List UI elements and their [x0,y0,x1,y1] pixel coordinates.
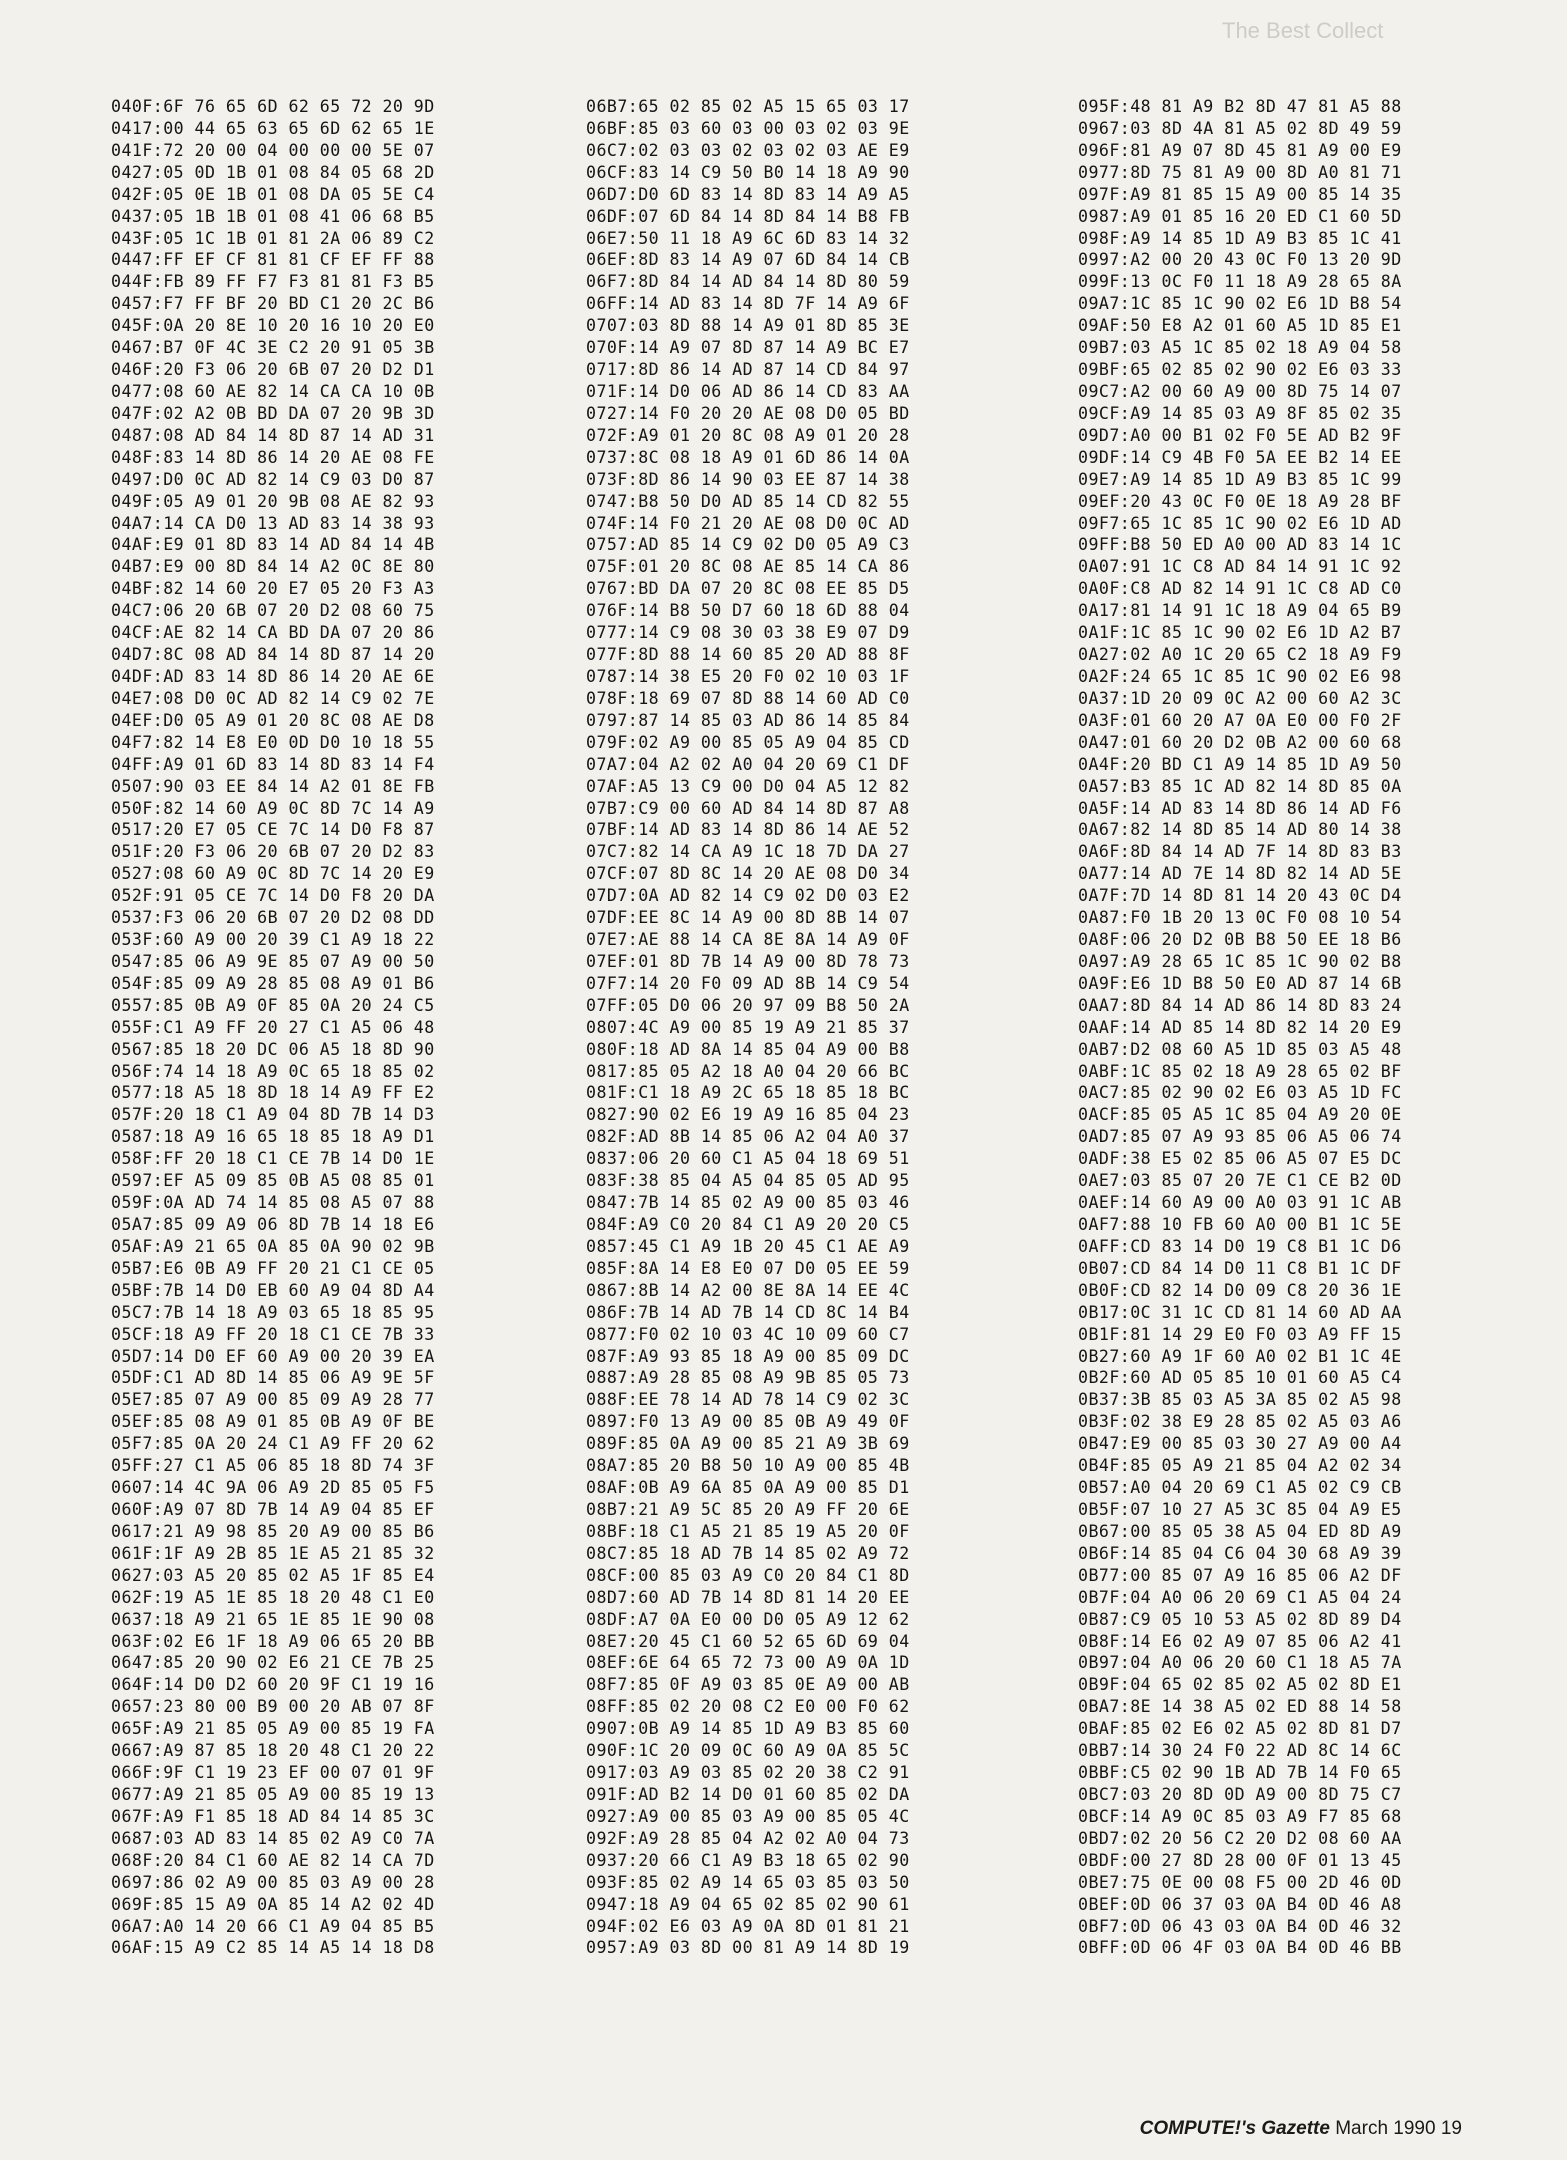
listing-line: 050F:82 14 60 A9 0C 8D 7C 14 A9 [111,798,435,818]
listing-line: 0527:08 60 A9 0C 8D 7C 14 20 E9 [111,864,435,884]
listing-line: 087F:A9 93 85 18 A9 00 85 09 DC [586,1346,910,1366]
listing-line: 0A17:81 14 91 1C 18 A9 04 65 B9 [1078,601,1402,621]
listing-line: 0A97:A9 28 65 1C 85 1C 90 02 B8 [1078,951,1402,971]
listing-line: 097F:A9 81 85 15 A9 00 85 14 35 [1078,184,1402,204]
listing-line: 0747:B8 50 D0 AD 85 14 CD 82 55 [586,491,910,511]
listing-line: 0457:F7 FF BF 20 BD C1 20 2C B6 [111,294,435,314]
listing-line: 088F:EE 78 14 AD 78 14 C9 02 3C [586,1390,910,1410]
listing-line: 0717:8D 86 14 AD 87 14 CD 84 97 [586,360,910,380]
listing-line: 054F:85 09 A9 28 85 08 A9 01 B6 [111,973,435,993]
listing-line: 0AC7:85 02 90 02 E6 03 A5 1D FC [1078,1083,1402,1103]
listing-line: 05FF:27 C1 A5 06 85 18 8D 74 3F [111,1456,435,1476]
listing-line: 07F7:14 20 F0 09 AD 8B 14 C9 54 [586,973,910,993]
listing-line: 0BC7:03 20 8D 0D A9 00 8D 75 C7 [1078,1784,1402,1804]
listing-column-3 [1078,96,1402,1959]
listing-line: 0A9F:E6 1D B8 50 E0 AD 87 14 6B [1078,973,1402,993]
listing-line: 0867:8B 14 A2 00 8E 8A 14 EE 4C [586,1280,910,1300]
listing-line: 0BAF:85 02 E6 02 A5 02 8D 81 D7 [1078,1719,1402,1739]
listing-line: 06FF:14 AD 83 14 8D 7F 14 A9 6F [586,294,910,314]
listing-line: 060F:A9 07 8D 7B 14 A9 04 85 EF [111,1500,435,1519]
listing-line: 0BE7:75 0E 00 08 F5 00 2D 46 0D [1078,1872,1402,1892]
listing-line: 0AE7:03 85 07 20 7E C1 CE B2 0D [1078,1171,1402,1191]
listing-line: 0A57:B3 85 1C AD 82 14 8D 85 0A [1078,776,1402,796]
listing-line: 0977:8D 75 81 A9 00 8D A0 81 71 [1078,162,1402,182]
listing-line: 04E7:08 D0 0C AD 82 14 C9 02 7E [111,688,435,708]
listing-line: 0547:85 06 A9 9E 85 07 A9 00 50 [111,951,435,971]
listing-line: 047F:02 A2 0B BD DA 07 20 9B 3D [111,403,435,423]
listing-line: 0A5F:14 AD 83 14 8D 86 14 AD F6 [1078,798,1402,818]
listing-line: 0BD7:02 20 56 C2 20 D2 08 60 AA [1078,1828,1402,1848]
listing-line: 05BF:7B 14 D0 EB 60 A9 04 8D A4 [111,1280,435,1300]
listing-line: 0737:8C 08 18 A9 01 6D 86 14 0A [586,447,910,467]
listing-line: 09F7:65 1C 85 1C 90 02 E6 1D AD [1078,513,1402,533]
listing-line: 0777:14 C9 08 30 03 38 E9 07 D9 [586,623,910,643]
listing-line: 06BF:85 03 60 03 00 03 02 03 9E [586,118,910,138]
listing-column-2 [586,96,910,1959]
listing-line: 05DF:C1 AD 8D 14 85 06 A9 9E 5F [111,1368,435,1388]
listing-line: 063F:02 E6 1F 18 A9 06 65 20 BB [111,1631,435,1651]
listing-line: 04F7:82 14 E8 E0 0D D0 10 18 55 [111,732,435,752]
listing-line: 08F7:85 0F A9 03 85 0E A9 00 AB [586,1675,910,1695]
listing-line: 085F:8A 14 E8 E0 07 D0 05 EE 59 [586,1258,910,1278]
listing-line: 08CF:00 85 03 A9 C0 20 84 C1 8D [586,1565,910,1585]
listing-line: 0767:BD DA 07 20 8C 08 EE 85 D5 [586,579,910,599]
listing-line: 0B6F:14 85 04 C6 04 30 68 A9 39 [1078,1543,1402,1563]
listing-line: 0A7F:7D 14 8D 81 14 20 43 0C D4 [1078,886,1402,906]
page-number: 19 [1440,2118,1462,2139]
listing-line: 0917:03 A9 03 85 02 20 38 C2 91 [586,1763,910,1783]
listing-line: 04EF:D0 05 A9 01 20 8C 08 AE D8 [111,710,435,730]
listing-line: 0947:18 A9 04 65 02 85 02 90 61 [586,1894,910,1914]
listing-line: 0557:85 0B A9 0F 85 0A 20 24 C5 [111,995,435,1015]
listing-line: 075F:01 20 8C 08 AE 85 14 CA 86 [586,557,910,577]
listing-line: 0687:03 AD 83 14 85 02 A9 C0 7A [111,1828,435,1848]
listing-line: 092F:A9 28 85 04 A2 02 A0 04 73 [586,1828,910,1848]
listing-line: 080F:18 AD 8A 14 85 04 A9 00 B8 [586,1039,910,1059]
listing-line: 0B7F:04 A0 06 20 69 C1 A5 04 24 [1078,1587,1402,1607]
listing-line: 053F:60 A9 00 20 39 C1 A9 18 22 [111,930,435,950]
listing-line: 0447:FF EF CF 81 81 CF EF FF 88 [111,250,435,270]
listing-line: 05A7:85 09 A9 06 8D 7B 14 18 E6 [111,1215,435,1235]
listing-line: 0A4F:20 BD C1 A9 14 85 1D A9 50 [1078,754,1402,774]
listing-line: 041F:72 20 00 04 00 00 00 5E 07 [111,140,435,160]
listing-column-1 [111,96,435,1959]
listing-line: 094F:02 E6 03 A9 0A 8D 01 81 21 [586,1916,910,1936]
listing-line: 0957:A9 03 8D 00 81 A9 14 8D 19 [586,1938,910,1958]
listing-line: 0B8F:14 E6 02 A9 07 85 06 A2 41 [1078,1631,1402,1651]
listing-line: 0ABF:1C 85 02 18 A9 28 65 02 BF [1078,1061,1402,1081]
listing-line: 048F:83 14 8D 86 14 20 AE 08 FE [111,447,435,467]
listing-line: 0487:08 AD 84 14 8D 87 14 AD 31 [111,425,435,445]
listing-line: 07C7:82 14 CA A9 1C 18 7D DA 27 [586,842,910,862]
listing-line: 065F:A9 21 85 05 A9 00 85 19 FA [111,1719,435,1739]
listing-line: 0BDF:00 27 8D 28 00 0F 01 13 45 [1078,1850,1402,1870]
listing-line: 0427:05 0D 1B 01 08 84 05 68 2D [111,162,435,182]
listing-line: 0B77:00 85 07 A9 16 85 06 A2 DF [1078,1565,1402,1585]
listing-line: 073F:8D 86 14 90 03 EE 87 14 38 [586,469,910,489]
listing-line: 0B5F:07 10 27 A5 3C 85 04 A9 E5 [1078,1500,1402,1519]
listing-line: 0B87:C9 05 10 53 A5 02 8D 89 D4 [1078,1609,1402,1629]
listing-line: 0757:AD 85 14 C9 02 D0 05 A9 C3 [586,535,910,555]
listing-line: 079F:02 A9 00 85 05 A9 04 85 CD [586,732,910,752]
listing-line: 0517:20 E7 05 CE 7C 14 D0 F8 87 [111,820,435,840]
listing-line: 099F:13 0C F0 11 18 A9 28 65 8A [1078,272,1402,292]
listing-line: 09BF:65 02 85 02 90 02 E6 03 33 [1078,360,1402,380]
listing-line: 0A67:82 14 8D 85 14 AD 80 14 38 [1078,820,1402,840]
listing-line: 06DF:07 6D 84 14 8D 84 14 B8 FB [586,206,910,226]
listing-line: 0A1F:1C 85 1C 90 02 E6 1D A2 B7 [1078,623,1402,643]
listing-line: 0657:23 80 00 B9 00 20 AB 07 8F [111,1697,435,1717]
listing-line: 09AF:50 E8 A2 01 60 A5 1D 85 E1 [1078,316,1402,336]
listing-line: 062F:19 A5 1E 85 18 20 48 C1 E0 [111,1587,435,1607]
listing-line: 0AA7:8D 84 14 AD 86 14 8D 83 24 [1078,995,1402,1015]
listing-line: 0B0F:CD 82 14 D0 09 C8 20 36 1E [1078,1280,1402,1300]
listing-line: 0927:A9 00 85 03 A9 00 85 05 4C [586,1806,910,1826]
listing-line: 061F:1F A9 2B 85 1E A5 21 85 32 [111,1543,435,1563]
listing-line: 044F:FB 89 FF F7 F3 81 81 F3 B5 [111,272,435,292]
listing-line: 0A0F:C8 AD 82 14 91 1C C8 AD C0 [1078,579,1402,599]
listing-line: 08B7:21 A9 5C 85 20 A9 FF 20 6E [586,1500,910,1519]
listing-line: 06EF:8D 83 14 A9 07 6D 84 14 CB [586,250,910,270]
listing-line: 08D7:60 AD 7B 14 8D 81 14 20 EE [586,1587,910,1607]
listing-line: 04DF:AD 83 14 8D 86 14 20 AE 6E [111,666,435,686]
listing-line: 0497:D0 0C AD 82 14 C9 03 D0 87 [111,469,435,489]
issue-date: March 1990 [1335,2118,1436,2139]
listing-line: 05CF:18 A9 FF 20 18 C1 CE 7B 33 [111,1324,435,1344]
listing-line: 0617:21 A9 98 85 20 A9 00 85 B6 [111,1521,435,1541]
listing-line: 06A7:A0 14 20 66 C1 A9 04 85 B5 [111,1916,435,1936]
listing-line: 081F:C1 18 A9 2C 65 18 85 18 BC [586,1083,910,1103]
listing-line: 0817:85 05 A2 18 A0 04 20 66 BC [586,1061,910,1081]
listing-line: 040F:6F 76 65 6D 62 65 72 20 9D [111,97,435,116]
listing-line: 0AB7:D2 08 60 A5 1D 85 03 A5 48 [1078,1039,1402,1059]
listing-line: 069F:85 15 A9 0A 85 14 A2 02 4D [111,1894,435,1914]
listing-line: 0937:20 66 C1 A9 B3 18 65 02 90 [586,1850,910,1870]
listing-line: 0707:03 8D 88 14 A9 01 8D 85 3E [586,316,910,336]
listing-line: 05F7:85 0A 20 24 C1 A9 FF 20 62 [111,1434,435,1454]
listing-line: 0647:85 20 90 02 E6 21 CE 7B 25 [111,1653,435,1673]
listing-line: 043F:05 1C 1B 01 81 2A 06 89 C2 [111,228,435,248]
listing-line: 0B67:00 85 05 38 A5 04 ED 8D A9 [1078,1521,1402,1541]
listing-line: 0A37:1D 20 09 0C A2 00 60 A2 3C [1078,688,1402,708]
listing-line: 0B57:A0 04 20 69 C1 A5 02 C9 CB [1078,1478,1402,1498]
listing-line: 0437:05 1B 1B 01 08 41 06 68 B5 [111,206,435,226]
listing-line: 098F:A9 14 85 1D A9 B3 85 1C 41 [1078,228,1402,248]
listing-line: 08FF:85 02 20 08 C2 E0 00 F0 62 [586,1697,910,1717]
listing-line: 052F:91 05 CE 7C 14 D0 F8 20 DA [111,886,435,906]
listing-line: 09A7:1C 85 1C 90 02 E6 1D B8 54 [1078,294,1402,314]
listing-line: 059F:0A AD 74 14 85 08 A5 07 88 [111,1193,435,1213]
listing-line: 04C7:06 20 6B 07 20 D2 08 60 75 [111,601,435,621]
listing-line: 0BFF:0D 06 4F 03 0A B4 0D 46 BB [1078,1938,1402,1958]
listing-line: 089F:85 0A A9 00 85 21 A9 3B 69 [586,1434,910,1454]
listing-line: 09FF:B8 50 ED A0 00 AD 83 14 1C [1078,535,1402,555]
listing-line: 07FF:05 D0 06 20 97 09 B8 50 2A [586,995,910,1015]
listing-line: 04B7:E9 00 8D 84 14 A2 0C 8E 80 [111,557,435,577]
listing-line: 0967:03 8D 4A 81 A5 02 8D 49 59 [1078,118,1402,138]
listing-line: 07EF:01 8D 7B 14 A9 00 8D 78 73 [586,951,910,971]
listing-line: 05C7:7B 14 18 A9 03 65 18 85 95 [111,1302,435,1322]
listing-line: 08DF:A7 0A E0 00 D0 05 A9 12 62 [586,1609,910,1629]
listing-line: 0A3F:01 60 20 A7 0A E0 00 F0 2F [1078,710,1402,730]
listing-line: 0A07:91 1C C8 AD 84 14 91 1C 92 [1078,557,1402,577]
listing-line: 096F:81 A9 07 8D 45 81 A9 00 E9 [1078,140,1402,160]
listing-line: 05B7:E6 0B A9 FF 20 21 C1 CE 05 [111,1258,435,1278]
listing-line: 08BF:18 C1 A5 21 85 19 A5 20 0F [586,1521,910,1541]
listing-line: 090F:1C 20 09 0C 60 A9 0A 85 5C [586,1741,910,1761]
listing-line: 0807:4C A9 00 85 19 A9 21 85 37 [586,1017,910,1037]
listing-line: 05EF:85 08 A9 01 85 0B A9 0F BE [111,1412,435,1432]
listing-line: 0907:0B A9 14 85 1D A9 B3 85 60 [586,1719,910,1739]
listing-line: 08AF:0B A9 6A 85 0A A9 00 85 D1 [586,1478,910,1498]
listing-line: 0BBF:C5 02 90 1B AD 7B 14 F0 65 [1078,1763,1402,1783]
listing-line: 0627:03 A5 20 85 02 A5 1F 85 E4 [111,1565,435,1585]
listing-line: 0857:45 C1 A9 1B 20 45 C1 AE A9 [586,1236,910,1256]
listing-line: 08A7:85 20 B8 50 10 A9 00 85 4B [586,1456,910,1476]
listing-line: 07D7:0A AD 82 14 C9 02 D0 03 E2 [586,886,910,906]
listing-line: 0BB7:14 30 24 F0 22 AD 8C 14 6C [1078,1741,1402,1761]
listing-line: 0B2F:60 AD 05 85 10 01 60 A5 C4 [1078,1368,1402,1388]
listing-line: 0BF7:0D 06 43 03 0A B4 0D 46 32 [1078,1916,1402,1936]
listing-line: 070F:14 A9 07 8D 87 14 A9 BC E7 [586,338,910,358]
listing-line: 0A6F:8D 84 14 AD 7F 14 8D 83 B3 [1078,842,1402,862]
listing-line: 072F:A9 01 20 8C 08 A9 01 20 28 [586,425,910,445]
listing-line: 058F:FF 20 18 C1 CE 7B 14 D0 1E [111,1149,435,1169]
listing-line: 07DF:EE 8C 14 A9 00 8D 8B 14 07 [586,908,910,928]
listing-line: 0877:F0 02 10 03 4C 10 09 60 C7 [586,1324,910,1344]
listing-line: 04D7:8C 08 AD 84 14 8D 87 14 20 [111,645,435,665]
listing-line: 049F:05 A9 01 20 9B 08 AE 82 93 [111,491,435,511]
listing-line: 055F:C1 A9 FF 20 27 C1 A5 06 48 [111,1017,435,1037]
listing-line: 04A7:14 CA D0 13 AD 83 14 38 93 [111,513,435,533]
listing-line: 07A7:04 A2 02 A0 04 20 69 C1 DF [586,754,910,774]
listing-line: 0AF7:88 10 FB 60 A0 00 B1 1C 5E [1078,1215,1402,1235]
listing-line: 0567:85 18 20 DC 06 A5 18 8D 90 [111,1039,435,1059]
listing-line: 07BF:14 AD 83 14 8D 86 14 AE 52 [586,820,910,840]
listing-line: 067F:A9 F1 85 18 AD 84 14 85 3C [111,1806,435,1826]
listing-line: 0B27:60 A9 1F 60 A0 02 B1 1C 4E [1078,1346,1402,1366]
listing-line: 0B17:0C 31 1C CD 81 14 60 AD AA [1078,1302,1402,1322]
listing-line: 0A8F:06 20 D2 0B B8 50 EE 18 B6 [1078,930,1402,950]
listing-line: 0AAF:14 AD 85 14 8D 82 14 20 E9 [1078,1017,1402,1037]
listing-line: 0827:90 02 E6 19 A9 16 85 04 23 [586,1105,910,1125]
listing-line: 0677:A9 21 85 05 A9 00 85 19 13 [111,1784,435,1804]
listing-line: 05E7:85 07 A9 00 85 09 A9 28 77 [111,1390,435,1410]
listing-line: 0A2F:24 65 1C 85 1C 90 02 E6 98 [1078,666,1402,686]
listing-line: 08E7:20 45 C1 60 52 65 6D 69 04 [586,1631,910,1651]
listing-line: 05AF:A9 21 65 0A 85 0A 90 02 9B [111,1236,435,1256]
page-footer [1082,2118,1462,2140]
listing-line: 046F:20 F3 06 20 6B 07 20 D2 D1 [111,360,435,380]
listing-line: 05D7:14 D0 EF 60 A9 00 20 39 EA [111,1346,435,1366]
listing-line: 0B37:3B 85 03 A5 3A 85 02 A5 98 [1078,1390,1402,1410]
listing-line: 0A77:14 AD 7E 14 8D 82 14 AD 5E [1078,864,1402,884]
listing-line: 07E7:AE 88 14 CA 8E 8A 14 A9 0F [586,930,910,950]
listing-line: 0B97:04 A0 06 20 60 C1 18 A5 7A [1078,1653,1402,1673]
listing-line: 0BEF:0D 06 37 03 0A B4 0D 46 A8 [1078,1894,1402,1914]
listing-line: 06B7:65 02 85 02 A5 15 65 03 17 [586,97,910,116]
listing-line: 0797:87 14 85 03 AD 86 14 85 84 [586,710,910,730]
listing-line: 078F:18 69 07 8D 88 14 60 AD C0 [586,688,910,708]
listing-line: 06AF:15 A9 C2 85 14 A5 14 18 D8 [111,1938,435,1958]
listing-line: 09CF:A9 14 85 03 A9 8F 85 02 35 [1078,403,1402,423]
listing-line: 06D7:D0 6D 83 14 8D 83 14 A9 A5 [586,184,910,204]
listing-line: 0597:EF A5 09 85 0B A5 08 85 01 [111,1171,435,1191]
listing-line: 066F:9F C1 19 23 EF 00 07 01 9F [111,1763,435,1783]
listing-line: 04FF:A9 01 6D 83 14 8D 83 14 F4 [111,754,435,774]
listing-line: 09DF:14 C9 4B F0 5A EE B2 14 EE [1078,447,1402,467]
listing-line: 0537:F3 06 20 6B 07 20 D2 08 DD [111,908,435,928]
listing-line: 0467:B7 0F 4C 3E C2 20 91 05 3B [111,338,435,358]
listing-line: 0B07:CD 84 14 D0 11 C8 B1 1C DF [1078,1258,1402,1278]
listing-line: 07B7:C9 00 60 AD 84 14 8D 87 A8 [586,798,910,818]
listing-line: 077F:8D 88 14 60 85 20 AD 88 8F [586,645,910,665]
listing-line: 0477:08 60 AE 82 14 CA CA 10 0B [111,381,435,401]
listing-line: 093F:85 02 A9 14 65 03 85 03 50 [586,1872,910,1892]
listing-line: 09E7:A9 14 85 1D A9 B3 85 1C 99 [1078,469,1402,489]
listing-line: 0A27:02 A0 1C 20 65 C2 18 A9 F9 [1078,645,1402,665]
listing-line: 068F:20 84 C1 60 AE 82 14 CA 7D [111,1850,435,1870]
listing-line: 076F:14 B8 50 D7 60 18 6D 88 04 [586,601,910,621]
listing-line: 071F:14 D0 06 AD 86 14 CD 83 AA [586,381,910,401]
listing-line: 091F:AD B2 14 D0 01 60 85 02 DA [586,1784,910,1804]
listing-line: 09D7:A0 00 B1 02 F0 5E AD B2 9F [1078,425,1402,445]
publication-name: COMPUTE!'s Gazette [1139,2118,1330,2139]
listing-line: 08EF:6E 64 65 72 73 00 A9 0A 1D [586,1653,910,1673]
listing-line: 0667:A9 87 85 18 20 48 C1 20 22 [111,1741,435,1761]
listing-line: 0417:00 44 65 63 65 6D 62 65 1E [111,118,435,138]
listing-line: 0637:18 A9 21 65 1E 85 1E 90 08 [111,1609,435,1629]
listing-line: 0987:A9 01 85 16 20 ED C1 60 5D [1078,206,1402,226]
listing-line: 0787:14 38 E5 20 F0 02 10 03 1F [586,666,910,686]
listing-line: 04AF:E9 01 8D 83 14 AD 84 14 4B [111,535,435,555]
listing-line: 074F:14 F0 21 20 AE 08 D0 0C AD [586,513,910,533]
listing-line: 0507:90 03 EE 84 14 A2 01 8E FB [111,776,435,796]
listing-line: 07CF:07 8D 8C 14 20 AE 08 D0 34 [586,864,910,884]
listing-line: 0BCF:14 A9 0C 85 03 A9 F7 85 68 [1078,1806,1402,1826]
listing-line: 09B7:03 A5 1C 85 02 18 A9 04 58 [1078,338,1402,358]
listing-line: 06F7:8D 84 14 AD 84 14 8D 80 59 [586,272,910,292]
listing-line: 042F:05 0E 1B 01 08 DA 05 5E C4 [111,184,435,204]
listing-line: 0B1F:81 14 29 E0 F0 03 A9 FF 15 [1078,1324,1402,1344]
listing-line: 09EF:20 43 0C F0 0E 18 A9 28 BF [1078,491,1402,511]
listing-line: 083F:38 85 04 A5 04 85 05 AD 95 [586,1171,910,1191]
listing-line: 06CF:83 14 C9 50 B0 14 18 A9 90 [586,162,910,182]
listing-line: 04CF:AE 82 14 CA BD DA 07 20 86 [111,623,435,643]
listing-line: 0B47:E9 00 85 03 30 27 A9 00 A4 [1078,1434,1402,1454]
listing-line: 04BF:82 14 60 20 E7 05 20 F3 A3 [111,579,435,599]
listing-line: 07AF:A5 13 C9 00 D0 04 A5 12 82 [586,776,910,796]
listing-line: 0AD7:85 07 A9 93 85 06 A5 06 74 [1078,1127,1402,1147]
listing-line: 064F:14 D0 D2 60 20 9F C1 19 16 [111,1675,435,1695]
listing-line: 0ACF:85 05 A5 1C 85 04 A9 20 0E [1078,1105,1402,1125]
listing-line: 045F:0A 20 8E 10 20 16 10 20 E0 [111,316,435,336]
listing-line: 084F:A9 C0 20 84 C1 A9 20 20 C5 [586,1215,910,1235]
running-head: The Best Collect [1222,18,1384,43]
listing-line: 0997:A2 00 20 43 0C F0 13 20 9D [1078,250,1402,270]
listing-line: 0587:18 A9 16 65 18 85 18 A9 D1 [111,1127,435,1147]
listing-line: 0B4F:85 05 A9 21 85 04 A2 02 34 [1078,1456,1402,1476]
listing-line: 0897:F0 13 A9 00 85 0B A9 49 0F [586,1412,910,1432]
listing-line: 0607:14 4C 9A 06 A9 2D 85 05 F5 [111,1478,435,1498]
listing-line: 0AFF:CD 83 14 D0 19 C8 B1 1C D6 [1078,1236,1402,1256]
listing-line: 06C7:02 03 03 02 03 02 03 AE E9 [586,140,910,160]
listing-line: 0A47:01 60 20 D2 0B A2 00 60 68 [1078,732,1402,752]
listing-line: 09C7:A2 00 60 A9 00 8D 75 14 07 [1078,381,1402,401]
listing-line: 0B3F:02 38 E9 28 85 02 A5 03 A6 [1078,1412,1402,1432]
listing-line: 08C7:85 18 AD 7B 14 85 02 A9 72 [586,1543,910,1563]
listing-line: 0BA7:8E 14 38 A5 02 ED 88 14 58 [1078,1697,1402,1717]
listing-line: 056F:74 14 18 A9 0C 65 18 85 02 [111,1061,435,1081]
listing-line: 0A87:F0 1B 20 13 0C F0 08 10 54 [1078,908,1402,928]
listing-line: 0AEF:14 60 A9 00 A0 03 91 1C AB [1078,1193,1402,1213]
listing-line: 0697:86 02 A9 00 85 03 A9 00 28 [111,1872,435,1892]
listing-line: 086F:7B 14 AD 7B 14 CD 8C 14 B4 [586,1302,910,1322]
listing-line: 051F:20 F3 06 20 6B 07 20 D2 83 [111,842,435,862]
listing-line: 095F:48 81 A9 B2 8D 47 81 A5 88 [1078,97,1402,116]
listing-line: 0ADF:38 E5 02 85 06 A5 07 E5 DC [1078,1149,1402,1169]
listing-line: 06E7:50 11 18 A9 6C 6D 83 14 32 [586,228,910,248]
listing-line: 082F:AD 8B 14 85 06 A2 04 A0 37 [586,1127,910,1147]
listing-line: 0887:A9 28 85 08 A9 9B 85 05 73 [586,1368,910,1388]
listing-line: 0837:06 20 60 C1 A5 04 18 69 51 [586,1149,910,1169]
listing-line: 0B9F:04 65 02 85 02 A5 02 8D E1 [1078,1675,1402,1695]
listing-line: 0847:7B 14 85 02 A9 00 85 03 46 [586,1193,910,1213]
listing-line: 057F:20 18 C1 A9 04 8D 7B 14 D3 [111,1105,435,1125]
listing-line: 0577:18 A5 18 8D 18 14 A9 FF E2 [111,1083,435,1103]
listing-line: 0727:14 F0 20 20 AE 08 D0 05 BD [586,403,910,423]
